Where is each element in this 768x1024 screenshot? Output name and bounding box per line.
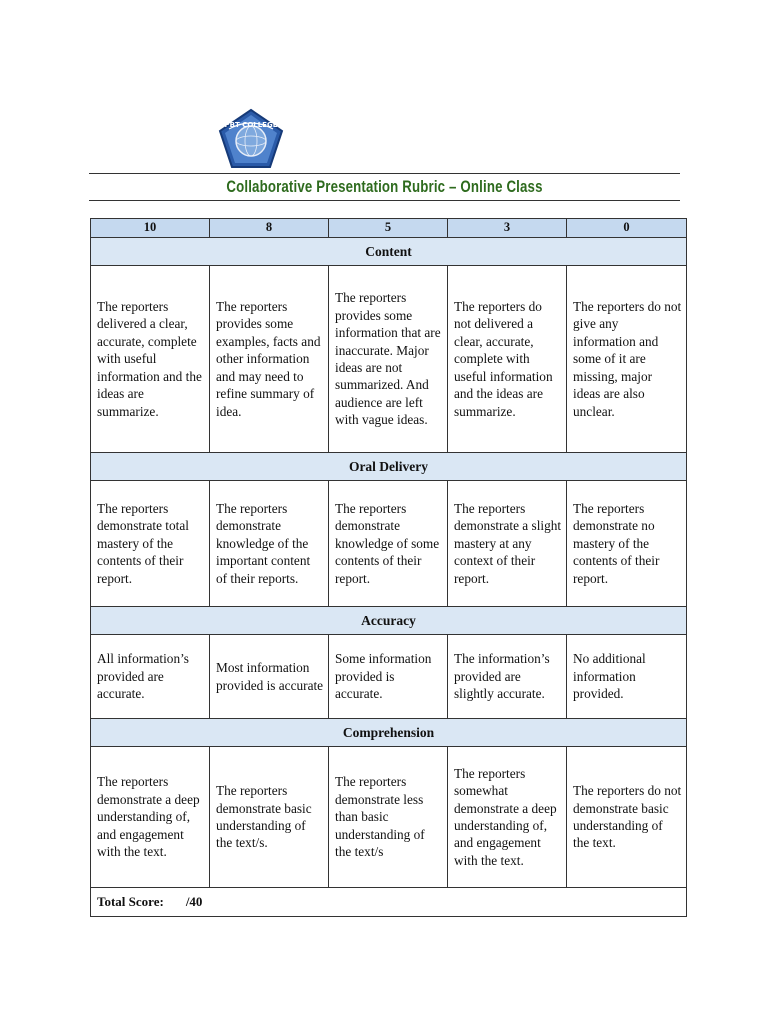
score-header-5: 5 xyxy=(329,219,448,238)
comprehension-cell-5: The reporters demonstrate less than basic understanding of the text/s xyxy=(329,747,448,888)
rubric-table xyxy=(90,218,687,917)
table-row xyxy=(91,481,687,607)
total-score-value: /40 xyxy=(185,894,203,910)
content-cell-5: The reporters provides some information that are inaccurate. Major ideas are not summarized. And audience are left with vague ideas. xyxy=(329,266,448,453)
table-row xyxy=(91,635,687,719)
title-bottom-rule xyxy=(89,200,680,201)
total-score-label: Total Score: xyxy=(97,894,164,910)
score-header-10: 10 xyxy=(91,219,210,238)
score-header-8: 8 xyxy=(210,219,329,238)
section-header-row xyxy=(91,607,687,635)
content-cell-0: The reporters do not give any information and some of it are missing, major ideas are also unclear. xyxy=(567,266,687,453)
section-header-row xyxy=(91,453,687,481)
accuracy-cell-10: All information’s provided are accurate. xyxy=(91,635,210,719)
table-row xyxy=(91,266,687,453)
oral-delivery-cell-0: The reporters demonstrate no mastery of the contents of their report. xyxy=(567,481,687,607)
accuracy-cell-8: Most information provided is accurate xyxy=(210,635,329,719)
document-title: Collaborative Presentation Rubric – Online Class xyxy=(226,177,543,196)
total-score-cell xyxy=(91,888,687,917)
table-row xyxy=(91,747,687,888)
oral-delivery-cell-3: The reporters demonstrate a slight mastery at any context of their report. xyxy=(448,481,567,607)
score-header-3: 3 xyxy=(448,219,567,238)
oral-delivery-cell-5: The reporters demonstrate knowledge of some contents of their report. xyxy=(329,481,448,607)
comprehension-cell-3: The reporters somewhat demonstrate a deep understanding of, and engagement with the text. xyxy=(448,747,567,888)
college-logo xyxy=(217,108,285,170)
accuracy-cell-0: No additional information provided. xyxy=(567,635,687,719)
accuracy-cell-5: Some information provided is accurate. xyxy=(329,635,448,719)
section-header-row xyxy=(91,238,687,266)
comprehension-cell-10: The reporters demonstrate a deep understanding of, and engagement with the text. xyxy=(91,747,210,888)
accuracy-cell-3: The information’s provided are slightly accurate. xyxy=(448,635,567,719)
section-title-accuracy: Accuracy xyxy=(91,607,687,635)
content-cell-10: The reporters delivered a clear, accurate, complete with useful information and the ideas are summarize. xyxy=(91,266,210,453)
content-cell-3: The reporters do not delivered a clear, accurate, complete with useful information and the ideas are summarize. xyxy=(448,266,567,453)
score-header-0: 0 xyxy=(567,219,687,238)
comprehension-cell-8: The reporters demonstrate basic understanding of the text/s. xyxy=(210,747,329,888)
oral-delivery-cell-8: The reporters demonstrate knowledge of the important content of their reports. xyxy=(210,481,329,607)
section-header-row xyxy=(91,719,687,747)
total-score-row xyxy=(91,888,687,917)
comprehension-cell-0: The reporters do not demonstrate basic understanding of the text. xyxy=(567,747,687,888)
section-title-oral-delivery: Oral Delivery xyxy=(91,453,687,481)
content-cell-8: The reporters provides some examples, facts and other information and may need to refine summary of idea. xyxy=(210,266,329,453)
section-title-comprehension: Comprehension xyxy=(91,719,687,747)
title-top-rule xyxy=(89,173,680,174)
section-title-content: Content xyxy=(91,238,687,266)
logo-text: PBT COLLEGE xyxy=(224,121,278,129)
oral-delivery-cell-10: The reporters demonstrate total mastery of the contents of their report. xyxy=(91,481,210,607)
score-header-row xyxy=(91,219,687,238)
